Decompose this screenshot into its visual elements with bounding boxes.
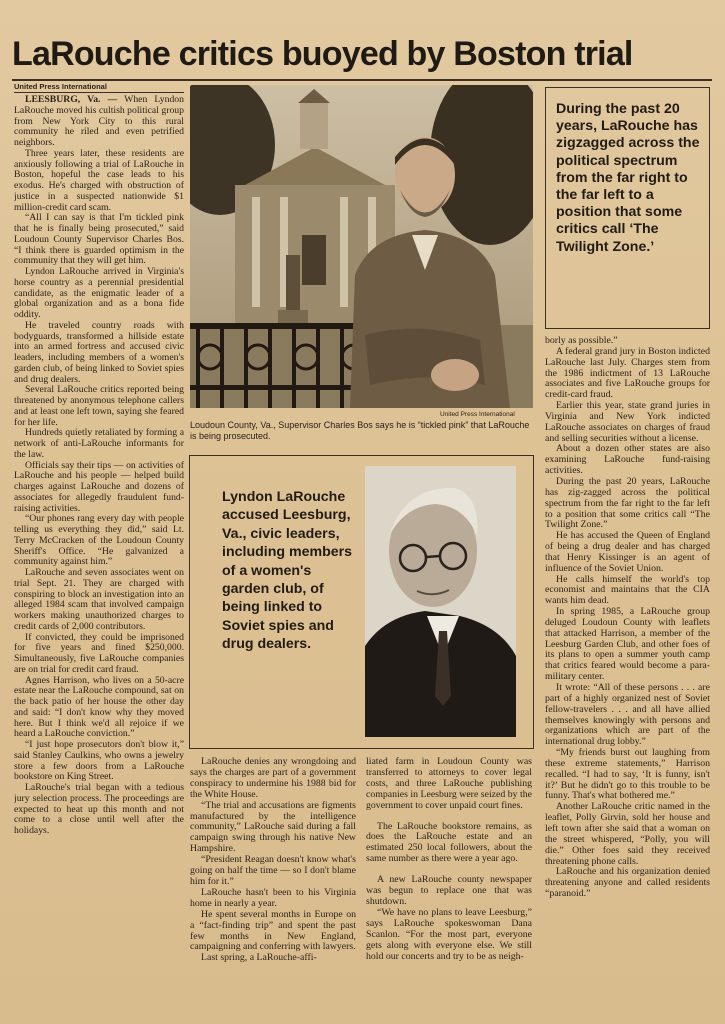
paragraph: Hundreds quietly retaliated by forming a network of anti-LaRouche informants for the law. [14,427,184,460]
paragraph: If convicted, they could be imprisoned for five years and fined $250,000. Simultaneously, five LaRouche companies are on trial for credit card fraud. [14,631,184,675]
paragraph: “My friends burst out laughing from these extreme statements,” Harrison recalled. “I had to say, ‘It is funny, isn't it?’ But he didn't go to this trouble to be funny. That's what bothered me.” [545,747,710,802]
paragraph: “All I can say is that I'm tickled pink that he is finally being prosecuted,” said Loudoun County Supervisor Charles Bos. “I think there is guarded optimism in the community that they will get him. [14,212,184,267]
byline: United Press International [14,82,107,91]
headline: LaRouche critics buoyed by Boston trial [12,35,633,73]
portrait-illustration [365,466,516,737]
paragraph: borly as possible.” [545,336,618,346]
paragraph: LaRouche hasn't been to his Virginia home in nearly a year. [190,886,356,909]
paragraph: “President Reagan doesn't know what's going on half the time — so I don't blame him for it.” [190,854,356,887]
paragraph: During the past 20 years, LaRouche has zig-zagged across the political spectrum from the far right to the far left to a position that some critics call “The Twilight Zone.” [545,475,710,531]
paragraph: LaRouche denies any wrongdoing and says the charges are part of a government conspiracy to undermine his 1988 bid for the White House. [190,757,356,800]
paragraph: About a dozen other states are also examining LaRouche fund-raising activities. [545,443,710,477]
paragraph: LaRouche's trial began with a tedious jury selection process. The proceedings are expected to heat up this month and not come to a close until well after the holidays. [14,782,184,836]
paragraph: Last spring, a LaRouche-affi- [201,952,317,964]
paragraph: Several LaRouche critics reported being threatened by anonymous telephone callers and at least one left town, saying she feared for her life. [14,384,184,428]
paragraph: Three years later, these residents are anxiously following a trial of LaRouche in Boston, hopeful the case leads to his exodus. He's charged with obstruction of justice in a suspected nationwide $1 million-credit card scam. [14,147,184,213]
paragraph: A new LaRouche county newspaper was begun to replace one that was shutdown. [366,874,532,907]
paragraph: Officials say their tips — on activities of LaRouche and his people — helped build charges against LaRouche and dozens of associates for allegedly fraudulent fund-raising activities. [14,459,184,514]
paragraph: He spent several months in Europe on a “fact-finding trip” and spent the past few months in New England, campaigning and conferring with lawyers. [190,908,356,953]
paragraph: The LaRouche bookstore remains, as does the LaRouche estate and an estimated 250 local followers, about the same number as there were a year ago. [366,820,532,865]
byline-rule [14,92,184,93]
paragraph: He has accused the Queen of England of being a drug dealer and has charged that Henry Kissinger is an agent of influence of the Soviet Union. [545,530,710,574]
paragraph: “Our phones rang every day with people telling us everything they did,” said Lt. Terry McCracken of the Loudoun County Sheriff's Office. “He galvanized a community against him.” [14,513,184,568]
paragraph: He calls himself the world's top economist and maintains that the CIA wants him dead. [545,573,710,607]
photo-portrait-larouche [365,466,516,737]
paragraph: “I just hope prosecutors don't blow it,” said Stanley Caulkins, who owns a jewelry store a few doors from a LaRouche bookstore on King Street. [14,739,184,783]
lead-text: When Lyndon LaRouche moved his cultish political group from New York City to this rural community he riled and even petrified neighbors. [14,95,184,148]
column-2 [190,757,356,1019]
paragraph: liated farm in Loudoun County was transferred to attorneys to cover legal costs, and three LaRouche publishing companies in Leesburg were seized by the government to cover unpaid court fines. [366,757,532,811]
paragraph: In spring 1985, a LaRouche group deluged Loudoun County with leaflets that attacked Harrison, a member of the Leesburg Garden Club, and other foes of its plans to open a summer youth camp that critics feared would become a para-military center. [545,606,710,683]
pull-quote-top: During the past 20 years, LaRouche has zigzagged across the political spectrum from the far right to the far left to a position that some critics call ‘The Twilight Zone.’ [556,101,700,255]
paragraph: A federal grand jury in Boston indicted LaRouche last July. Charges stem from the 1986 indictment of 13 LaRouche associates and five LaRouche groups for credit-card fraud. [545,345,710,401]
column-3 [366,757,532,1019]
paragraph: LaRouche and seven associates went on trial Sept. 21. They are charged with conspiring to block an investigation into an alleged 1984 scam that involved campaign workers making unauthorized charges to credit cards of 2,000 contributors. [14,567,184,632]
photo-caption: Loudoun County, Va., Supervisor Charles Bos says he is “tickled pink” that LaRouche is being prosecuted. [190,420,530,441]
paragraph: Agnes Harrison, who lives on a 50-acre estate near the LaRouche compound, sat on the back patio of her house the other day and said: “I don't know why they moved here. But I think we'd all rejoice if we heard a LaRouche conviction.” [14,674,184,740]
pull-quote-middle: Lyndon LaRouche accused Leesburg, Va., civic leaders, including members of a women's garden club, of being linked to Soviet spies and drug dealers. [222,489,353,653]
paragraph: Another LaRouche critic named in the leaflet, Polly Girvin, sold her house and left town after she said that a woman on the street whispered, “Polly, you will die.” Other foes said they received threatening phone calls. [545,801,710,867]
paragraph [14,95,184,149]
paragraph: LaRouche and his organization denied threatening anyone and called residents “paranoid.” [545,866,710,900]
paragraph: He traveled country roads with bodyguards, transformed a hillside estate into an armed fortress and accused civic leaders, including members of a women's garden club, of being linked to Soviet spies and drug dealers. [14,319,184,385]
photo-illustration [190,85,533,408]
dateline: LEESBURG, Va. — [25,95,118,105]
paragraph: It wrote: “All of these persons . . . are part of a highly organized nest of Soviet fellow-travelers . . . and all have allied themselves knowingly with persons and organizations which are part of the international drug lobby.” [545,682,710,748]
photo-courthouse-supervisor [190,85,533,408]
photo-credit: United Press International [440,411,515,418]
column-4 [545,336,710,1019]
paragraph: Lyndon LaRouche arrived in Virginia's horse country as a perennial presidential candidate, as the enigmatic leader of a global organization and as a bona fide oddity. [14,266,184,320]
paragraph: “The trial and accusations are figments manufactured by the intelligence community,” LaRouche said during a fall campaign swing through his native New Hampshire. [190,799,356,855]
paragraph: Earlier this year, state grand juries in Virginia and New York indicted LaRouche associates on charges of fraud and selling securities without a license. [545,400,710,444]
paragraph: “We have no plans to leave Leesburg,” says LaRouche spokeswoman Dana Scanlon. “For the most part, everyone gets along with everyone else. We still hold our concerts and try to be as neigh- [366,906,532,962]
column-1 [14,95,184,1017]
